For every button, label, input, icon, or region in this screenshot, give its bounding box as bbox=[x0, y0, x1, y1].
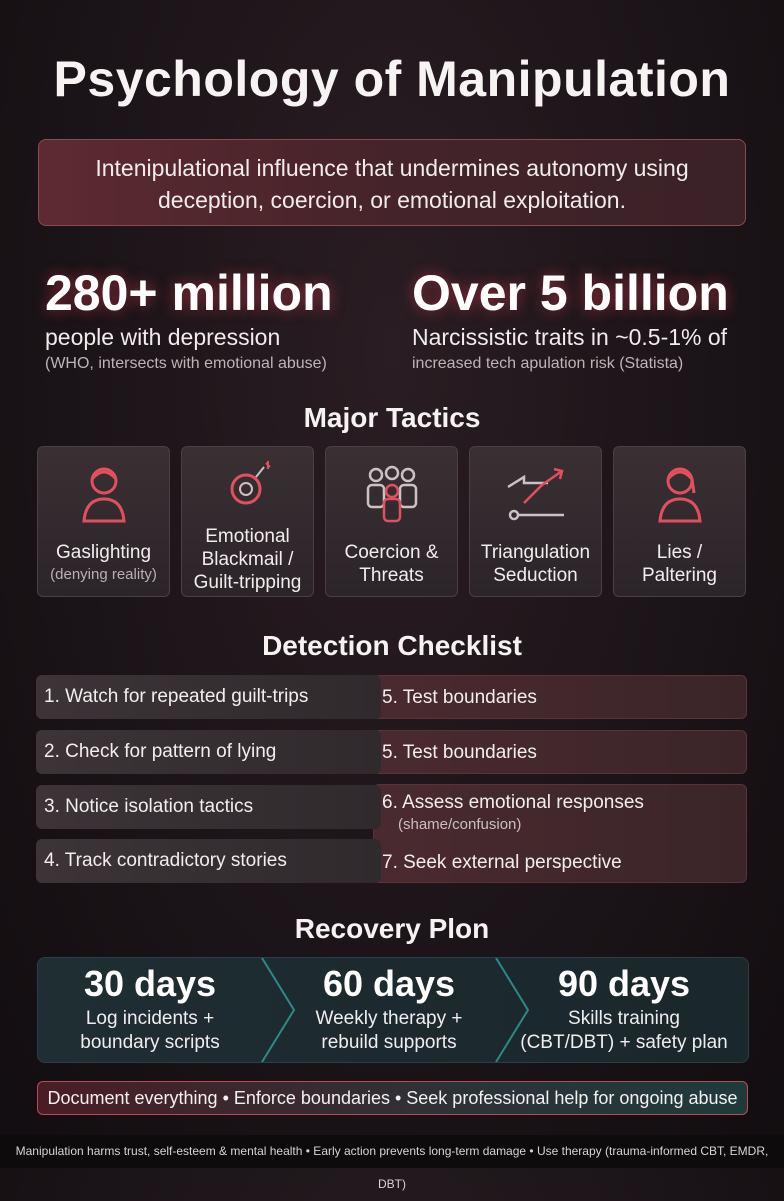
phase-days: 30 days bbox=[83, 963, 217, 1004]
tactic-label: Seduction bbox=[493, 565, 578, 586]
checklist-item-left: 3. Notice isolation tactics bbox=[36, 785, 381, 829]
checklist-item-sub: (shame/confusion) bbox=[398, 816, 522, 833]
recovery-phase-60 bbox=[278, 963, 500, 1055]
triangulation-icon bbox=[504, 463, 568, 523]
stat-label: people with depression bbox=[45, 324, 281, 350]
phase-days: 90 days bbox=[557, 963, 691, 1004]
checklist-item-right: 5. Test boundaries bbox=[373, 730, 747, 774]
tactic-label: Threats bbox=[359, 565, 424, 586]
tactic-label: Triangulation bbox=[480, 542, 591, 563]
person-icon bbox=[78, 463, 130, 525]
stat-label: Narcissistic traits in ~0.5-1% of bbox=[412, 324, 728, 350]
recovery-phase-90 bbox=[508, 963, 740, 1055]
definition-line-2: deception, coercion, or emotional exploitation. bbox=[158, 187, 626, 213]
page-title: Psychology of Manipulation bbox=[53, 51, 731, 107]
tactics-title: Major Tactics bbox=[303, 402, 481, 433]
tactic-label: Paltering bbox=[642, 565, 717, 586]
definition-line-1: Intenipulational influence that undermines autonomy using bbox=[95, 155, 689, 181]
footer-note: Manipulation harms trust, self-esteem & mental health • Early action prevents long-term damage • Use therapy (trauma-informed CBT, EMDR, DBT) bbox=[0, 1135, 784, 1168]
phase-text: (CBT/DBT) + safety plan bbox=[520, 1032, 728, 1053]
tactic-label: Gaslighting bbox=[55, 542, 152, 563]
stat-source: (WHO, intersects with emotional abuse) bbox=[45, 355, 327, 372]
checklist-title: Detection Checklist bbox=[262, 630, 522, 661]
phase-text: boundary scripts bbox=[80, 1032, 220, 1053]
tactic-sublabel: (denying reality) bbox=[50, 566, 157, 583]
stat-source: increased tech apulation risk (Statista) bbox=[412, 355, 684, 372]
tactic-label: Emotional bbox=[205, 526, 290, 547]
tactic-card-emotional-blackmail bbox=[181, 446, 314, 597]
stat-value: 280+ million bbox=[45, 265, 333, 321]
tactic-label: Blackmail / bbox=[201, 549, 294, 570]
checklist-item-right: 7. Seek external perspective bbox=[382, 852, 622, 873]
stat-block-narcissism bbox=[412, 264, 772, 373]
tactic-label: Guilt-tripping bbox=[193, 572, 302, 593]
person-icon bbox=[654, 463, 706, 525]
checklist-item-left: 4. Track contradictory stories bbox=[36, 839, 381, 883]
definition-box bbox=[38, 139, 746, 226]
phase-text: Log incidents + bbox=[85, 1008, 215, 1029]
tactic-label: Lies / bbox=[656, 542, 703, 563]
tactic-card-coercion bbox=[325, 446, 458, 597]
tactic-label: Coercion & bbox=[344, 542, 439, 563]
tactic-card-gaslighting bbox=[37, 446, 170, 597]
checklist-item-left: 1. Watch for repeated guilt-trips bbox=[36, 675, 381, 719]
phase-text: Skills training bbox=[568, 1008, 680, 1029]
checklist-item-right-multi bbox=[373, 784, 747, 883]
checklist-item-right: 5. Test boundaries bbox=[373, 675, 747, 719]
checklist-item-right: 6. Assess emotional responses bbox=[382, 792, 644, 813]
group-icon bbox=[364, 463, 420, 523]
recovery-title: Recovery Plon bbox=[294, 913, 490, 944]
bomb-icon bbox=[222, 459, 274, 511]
tactic-card-lies bbox=[613, 446, 746, 597]
tactic-card-triangulation bbox=[469, 446, 602, 597]
stat-block-depression bbox=[45, 264, 405, 373]
checklist-item-left: 2. Check for pattern of lying bbox=[36, 730, 381, 774]
stat-value: Over 5 billion bbox=[412, 265, 729, 321]
recovery-phase-30 bbox=[40, 963, 260, 1055]
phase-text: Weekly therapy + bbox=[315, 1008, 463, 1029]
phase-days: 60 days bbox=[322, 963, 456, 1004]
tips-bar: Document everything • Enforce boundaries • Seek professional help for ongoing abuse bbox=[37, 1081, 748, 1115]
phase-text: rebuild supports bbox=[321, 1032, 457, 1053]
